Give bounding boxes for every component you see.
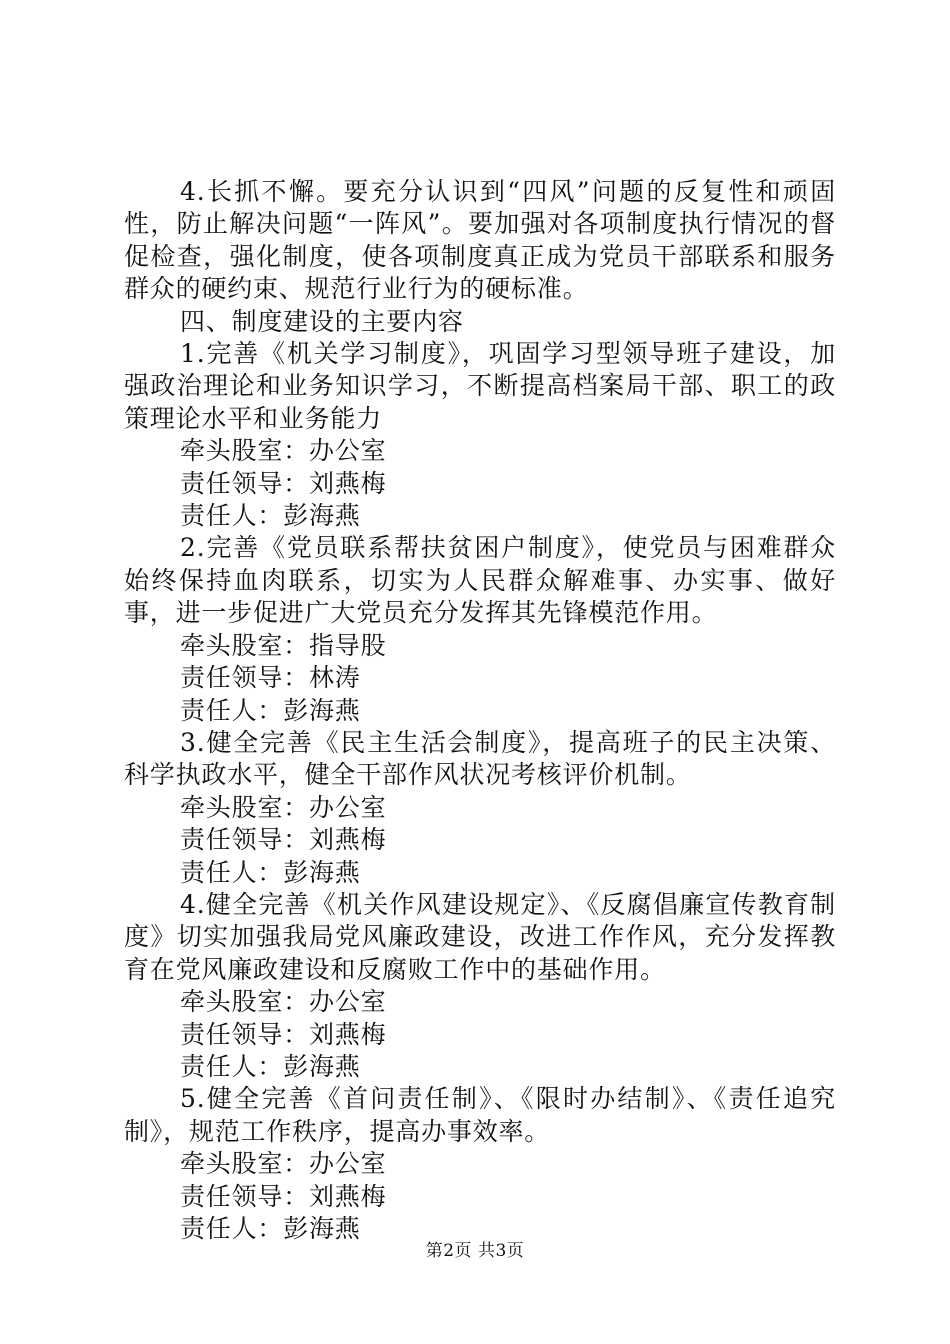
item-2-lead-office: 牵头股室：指导股 xyxy=(180,630,387,660)
item-1-responsible: 责任人：彭海燕 xyxy=(180,501,361,531)
item-2-leader: 责任领导：林涛 xyxy=(180,663,361,693)
item-1-leader: 责任领导：刘燕梅 xyxy=(180,468,387,498)
paragraph-1: 4.长抓不懈。要充分认识到“四风”问题的反复性和顽固性，防止解决问题“一阵风”。要加强对各项制度执行情况的督促检查，强化制度，使各项制度真正成为党员干部联系和服务群众的硬约束、规范行业行为的硬标准。 xyxy=(124,177,836,304)
item-4-leader: 责任领导：刘燕梅 xyxy=(180,1019,387,1049)
item-2-text: 2.完善《党员联系帮扶贫困户制度》，使党员与困难群众始终保持血肉联系，切实为人民群众解难事、办实事、做好事，进一步促进广大党员充分发挥其先锋模范作用。 xyxy=(124,533,836,628)
item-4-text: 4.健全完善《机关作风建设规定》、《反腐倡廉宣传教育制度》切实加强我局党风廉政建设，改进工作作风，充分发挥教育在党风廉政建设和反腐败工作中的基础作用。 xyxy=(124,889,836,984)
item-4-responsible: 责任人：彭海燕 xyxy=(180,1051,361,1081)
item-3-leader: 责任领导：刘燕梅 xyxy=(180,825,387,855)
item-3-responsible: 责任人：彭海燕 xyxy=(180,857,361,887)
document-body xyxy=(124,176,836,1245)
item-3-text: 3.健全完善《民主生活会制度》，提高班子的民主决策、科学执政水平，健全干部作风状况考核评价机制。 xyxy=(124,727,836,790)
item-5-responsible: 责任人：彭海燕 xyxy=(180,1214,361,1243)
item-1-lead-office: 牵头股室：办公室 xyxy=(180,436,387,466)
item-3-lead-office: 牵头股室：办公室 xyxy=(180,792,387,822)
item-1-text: 1.完善《机关学习制度》，巩固学习型领导班子建设，加强政治理论和业务知识学习，不断提高档案局干部、职工的政策理论水平和业务能力 xyxy=(124,339,836,433)
page-footer: 第2页 共3页 xyxy=(425,1241,525,1261)
item-2-responsible: 责任人：彭海燕 xyxy=(180,695,361,725)
item-4-lead-office: 牵头股室：办公室 xyxy=(180,987,387,1017)
item-5-leader: 责任领导：刘燕梅 xyxy=(180,1181,387,1211)
item-5-text: 5.健全完善《首问责任制》、《限时办结制》、《责任追究制》，规范工作秩序，提高办事效率。 xyxy=(124,1084,836,1146)
section-heading: 四、制度建设的主要内容 xyxy=(180,306,464,336)
item-5-lead-office: 牵头股室：办公室 xyxy=(180,1149,387,1179)
